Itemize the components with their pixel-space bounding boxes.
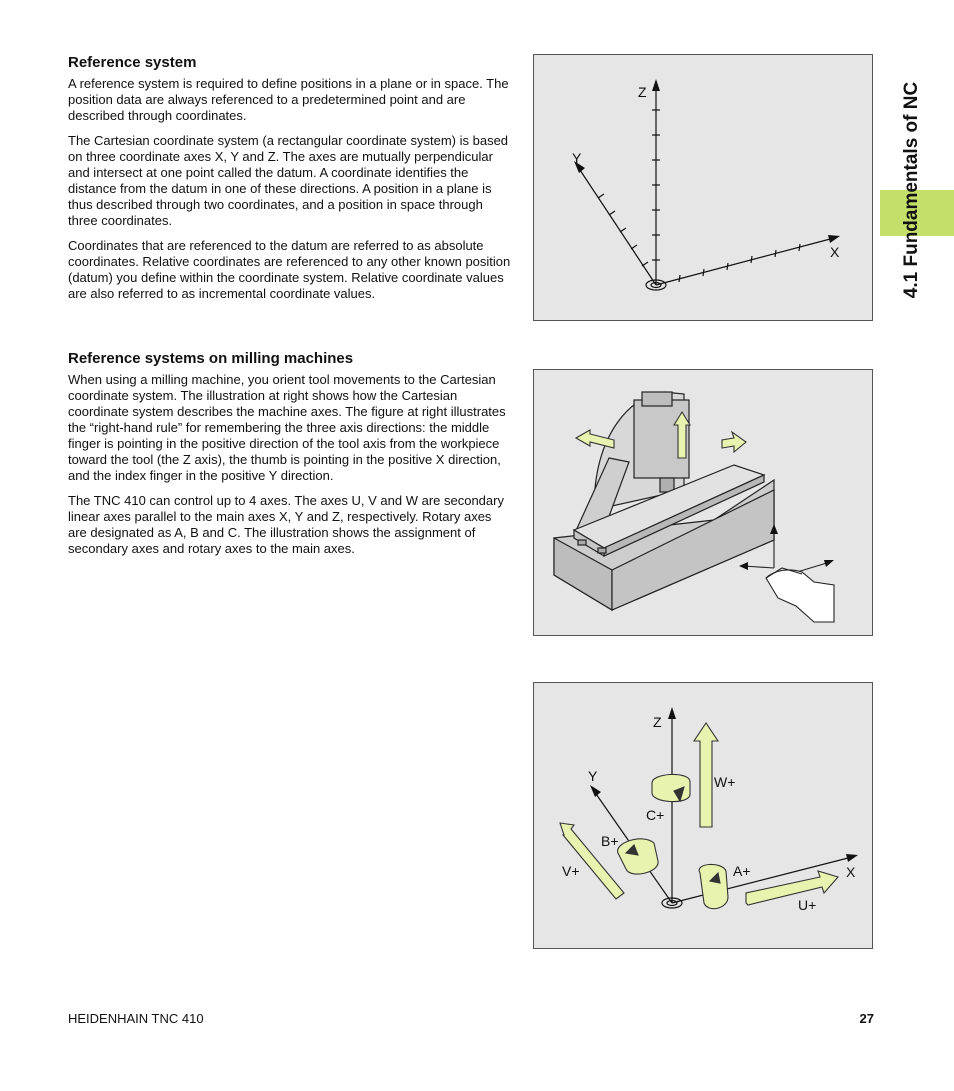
- label-a-plus: A+: [733, 863, 751, 879]
- label-u-plus: U+: [798, 897, 817, 913]
- page-number: 27: [859, 1011, 874, 1026]
- chapter-title-vertical: [897, 60, 927, 320]
- paragraph: Coordinates that are referenced to the datum are referred to as absolute coordinates. Relative coordinates are referenced to any other known position (datum) you define within the coordinate system. Relative coordinate values are also referred to as incremental coordinate values.: [68, 238, 511, 301]
- label-v-plus: V+: [562, 863, 580, 879]
- figure-cartesian-axes: [533, 54, 873, 321]
- axis-label-z: Z: [638, 84, 647, 100]
- chapter-title: 4.1 Fundamentals of NC: [901, 81, 922, 299]
- section-heading: Reference systems on milling machines: [68, 350, 354, 367]
- label-w-plus: W+: [714, 774, 736, 790]
- axis-label-y: Y: [572, 150, 582, 166]
- axis-label-x: X: [846, 864, 856, 880]
- paragraph: A reference system is required to define positions in a plane or in space. The position data are always referenced to a predetermined point and are described through coordinates.: [68, 76, 509, 123]
- footer-product: HEIDENHAIN TNC 410: [68, 1011, 204, 1026]
- paragraph: When using a milling machine, you orient tool movements to the Cartesian coordinate system. The illustration at right shows how the Cartesian coordinate system describes the machine axes. The figure at right illustrates the “right-hand rule” for remembering the three axis directions: the middle finger is pointing in the positive direction of the tool axis from the workpiece toward the tool (the Z axis), the thumb is pointing in the positive X direction, and the index finger in the positive Y direction.: [68, 372, 506, 483]
- section-milling-machines: [68, 350, 513, 566]
- axis-label-x: X: [830, 244, 840, 260]
- axis-label-z: Z: [653, 714, 662, 730]
- paragraph: The TNC 410 can control up to 4 axes. The axes U, V and W are secondary linear axes parallel to the main axes X, Y and Z, respectively. Rotary axes are designated as A, B and C. The illustration shows the assignment of secondary axes and rotary axes to the main axes.: [68, 493, 504, 556]
- axis-label-y: Y: [588, 768, 598, 784]
- section-heading: Reference system: [68, 54, 197, 71]
- label-b-plus: B+: [601, 833, 619, 849]
- section-reference-system: [68, 54, 513, 311]
- figure-milling-machine: [533, 369, 873, 636]
- label-c-plus: C+: [646, 807, 665, 823]
- paragraph: The Cartesian coordinate system (a rectangular coordinate system) is based on three coordinate axes X, Y and Z. The axes are mutually perpendicular and intersect at one point called the datum. A coordinate identifies the distance from the datum in one of these directions. A position in a plane is thus described through two coordinates, and a position in space through three coordinates.: [68, 133, 509, 228]
- figure-secondary-rotary-axes: [533, 682, 873, 949]
